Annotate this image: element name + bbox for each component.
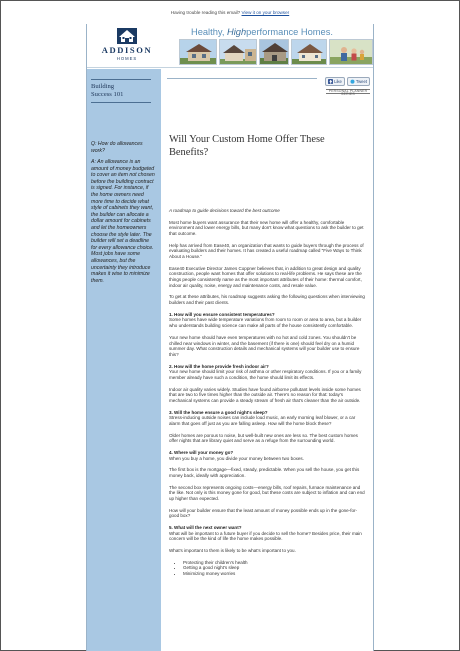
article-paragraph: Some homes have wide temperature variations from room to room or area to area, but a builder who understands building science can make all parts of the house consistently comfortable. <box>169 317 362 329</box>
list-item: • Protecting their children's health <box>183 560 367 566</box>
article-paragraph: Help has arrived from Ease40, an organization that wants to guide buyers through the process of evaluating builders and their homes. It has created a useful roadmap called "Five Ways to Think About a House." <box>169 242 364 260</box>
sidebar-faq <box>87 69 161 651</box>
header-tagline <box>191 27 333 37</box>
article-body <box>169 208 367 577</box>
article-paragraph: What's important to them is likely to be what's important to you. <box>169 548 296 553</box>
sidebar-question: Q: How do allowances work? <box>91 141 143 154</box>
series-badge: PERSONAL PLANNER SERIES <box>326 89 370 94</box>
question-heading-4: 4. Where will your money go? <box>169 450 234 456</box>
tweet-label: Tweet <box>355 79 367 84</box>
article-paragraph: Most home buyers want assurance that their new home will offer a healthy, comfortable environment and lower energy bills, but many don't know what questions to ask the builder to get that outcome. <box>169 219 364 237</box>
facebook-like-label: Like <box>334 79 342 84</box>
article-paragraph: The second box represents ongoing costs—energy bills, roof repairs, furnace maintenance and the like. Not only is this money gone for good, but these costs are subject to inflation and can end up higher than expected. <box>169 484 365 502</box>
facebook-like-button[interactable] <box>325 77 345 86</box>
content-top-rule <box>167 78 317 79</box>
addison-homes-logo[interactable] <box>91 27 163 65</box>
list-item: • Minimizing money worries <box>183 571 367 577</box>
facebook-icon <box>328 79 333 84</box>
logo-name: ADDISON <box>101 45 153 55</box>
view-in-browser-link[interactable]: View it on your browser <box>241 10 290 15</box>
article-paragraph: What will be important to a future buyer if you decide to sell the home? Besides price, their main concern will be the kind of life the home makes possible. <box>169 530 362 542</box>
article-paragraph: Stress-inducing outside noises can include loud music, an early morning leaf blower, or a car alarm that goes off just as you are falling asleep. How will the home block these? <box>169 415 356 427</box>
article-paragraph: Older homes are porous to noise, but well-built new ones are less so. The best custom homes offer nights that are library quiet and serve as a refuge from the surrounding world. <box>169 432 358 444</box>
header-photo-house-2 <box>219 39 257 65</box>
header-photo-house-1 <box>179 39 217 65</box>
article-paragraph: Indoor air quality varies widely. Studies have found airborne pollutant levels inside some homes that are two to five times higher than the outside air. There's no reason for that: today's mechanical systems can provide a steady stream of fresh air that's cleaner than the air outside. <box>169 386 361 404</box>
header-photo-strip <box>179 39 373 65</box>
article-paragraph: How will your builder ensure that the least amount of money possible ends up in the gone-for-good box? <box>169 507 358 519</box>
sidebar-rule-top <box>91 79 151 80</box>
question-heading-5: 5. What will the next owner want? <box>169 524 242 530</box>
question-heading-2: 2. How will the home provide fresh indoor air? <box>169 363 269 369</box>
house-logo-icon <box>116 27 138 45</box>
tagline-prefix: Healthy, <box>191 27 227 37</box>
article-lead: A roadmap to guide decisions toward the best outcome <box>169 208 280 213</box>
article-paragraph: The first box is the mortgage—fixed, steady, predictable. When you sell the house, you get this money back, ideally with appreciation. <box>169 467 360 479</box>
header-photo-house-3 <box>291 39 327 65</box>
logo-sub: HOMES <box>116 56 138 61</box>
email-header <box>87 24 374 68</box>
article-paragraph: When you buy a home, you divide your money between two boxes. <box>169 455 304 461</box>
article-paragraph: To get at these attributes, his roadmap suggests asking the following questions when interviewing builders and their past clients. <box>169 294 365 306</box>
article-paragraph: Ease40 Executive Director James Coppner believes that, in addition to great design and quality construction, people want homes that offer solutions to real-life problems. He says these are the things people consistently name as the most important attributes of their home: thermal comfort, indoor air quality, noise, energy and maintenance costs, and resale value. <box>169 265 362 288</box>
sidebar-title <box>91 83 123 100</box>
preheader <box>0 10 460 15</box>
article-paragraph: Your new home should have even temperatures with no hot and cold zones. You shouldn't be chilled near windows in winter, and the basement (if there is one) should feel dry on a humid summer day. What construction details and mechanical systems will your builder use to ensure this? <box>169 334 360 358</box>
main-content <box>167 72 371 651</box>
twitter-bird-icon <box>350 79 355 84</box>
sidebar-answer: A: An allowance is an amount of money budgeted to cover an item not chosen before the building contract is signed. For instance, if the home owners need more time to decide what style of cabinets they want, the builder can allocate a dollar amount for cabinets and let the homeowners choose the style later. The builder will set a deadline for every allowance choice. Most jobs have some allowances, but the uncertainty they introduce makes it wise to minimize them. <box>91 159 155 284</box>
question-heading-3: 3. Will the home ensure a good night's sleep? <box>169 409 268 415</box>
benefits-list <box>183 560 367 577</box>
header-photo-family <box>329 39 373 65</box>
question-heading-1: 1. How will you ensure consistent temperatures? <box>169 311 275 317</box>
tweet-button[interactable] <box>347 77 370 86</box>
social-buttons <box>325 77 370 86</box>
article-title: Will Your Custom Home Offer These Benefits? <box>169 134 325 158</box>
email-body <box>86 24 374 651</box>
list-item: • Getting a good night's sleep <box>183 565 367 571</box>
sidebar-title-line2: Success 101 <box>91 91 124 99</box>
sidebar-title-line1: Building <box>91 83 115 90</box>
tagline-emphasis: High <box>227 27 247 37</box>
sidebar-rule-bottom <box>91 102 151 103</box>
article-paragraph: Your new home should limit your risk of asthma or other respiratory conditions. If you or a family member already have such a condition, the home should limit its effects. <box>169 369 362 381</box>
preheader-text: Having trouble reading this email? <box>170 10 241 15</box>
header-photo-stone-house <box>259 39 289 65</box>
tagline-rest: performance Homes. <box>246 27 333 37</box>
